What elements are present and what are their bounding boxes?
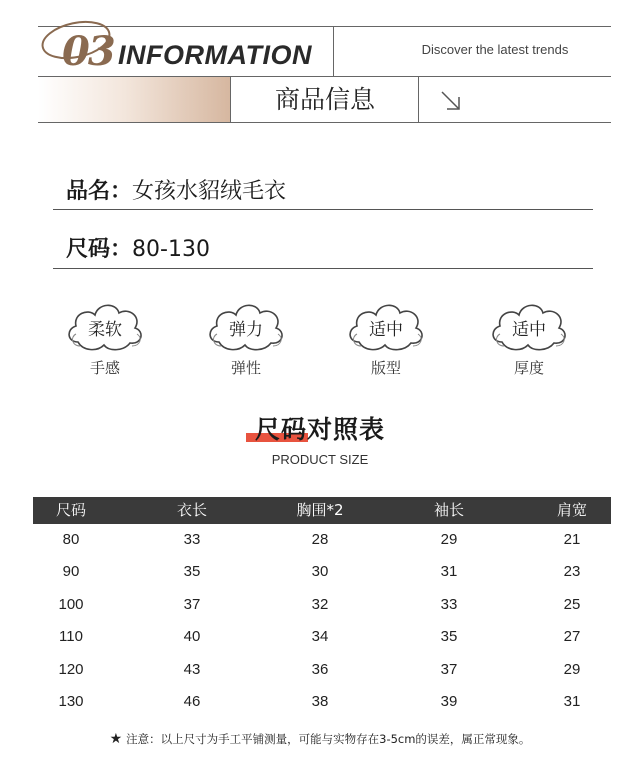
table-cell: 25 bbox=[563, 595, 581, 613]
feature-elasticity bbox=[205, 296, 295, 378]
feature-value: 弹力 bbox=[229, 320, 263, 340]
product-size-row bbox=[66, 232, 210, 263]
table-cell: 27 bbox=[563, 628, 581, 646]
header-top-rule bbox=[38, 26, 611, 27]
size-chart-title: 尺码对照表 bbox=[254, 415, 385, 444]
table-row bbox=[33, 654, 611, 686]
measurement-note bbox=[0, 731, 640, 747]
table-cell: 35 bbox=[183, 563, 201, 581]
product-name-row bbox=[66, 174, 286, 205]
table-cell: 110 bbox=[59, 628, 83, 646]
table-row bbox=[33, 686, 611, 718]
section-number: 03 bbox=[62, 28, 114, 75]
table-cell: 46 bbox=[183, 692, 201, 710]
table-cell: 36 bbox=[311, 660, 329, 678]
table-cell: 39 bbox=[440, 692, 458, 710]
table-row bbox=[33, 589, 611, 621]
feature-label: 版型 bbox=[370, 359, 401, 377]
table-cell: 130 bbox=[58, 692, 84, 710]
table-cell: 120 bbox=[58, 660, 84, 678]
feature-fit bbox=[345, 296, 435, 378]
table-cell: 32 bbox=[311, 595, 329, 613]
tagline: Discover the latest trends bbox=[421, 42, 569, 57]
table-row bbox=[33, 524, 611, 556]
feature-value: 适中 bbox=[512, 320, 546, 340]
table-cell: 29 bbox=[440, 531, 458, 548]
table-cell: 28 bbox=[311, 531, 329, 548]
table-cell: 100 bbox=[58, 595, 84, 613]
table-cell: 90 bbox=[62, 563, 80, 581]
table-cell: 21 bbox=[563, 531, 581, 548]
table-header-cell: 肩宽 bbox=[556, 501, 587, 519]
table-header-cell: 尺码 bbox=[55, 501, 86, 519]
feature-value: 适中 bbox=[369, 320, 403, 340]
table-cell: 80 bbox=[62, 531, 80, 548]
section-title-en: INFORMATION bbox=[118, 40, 312, 70]
table-header-cell: 袖长 bbox=[433, 501, 464, 519]
table-cell: 31 bbox=[563, 692, 581, 710]
table-cell: 30 bbox=[311, 563, 329, 581]
header-divider bbox=[333, 26, 334, 76]
header-bottom-rule bbox=[38, 122, 611, 123]
header-divider bbox=[230, 76, 231, 122]
divider bbox=[53, 268, 593, 269]
table-cell: 33 bbox=[183, 531, 201, 548]
feature-softness bbox=[64, 296, 154, 378]
table-cell: 31 bbox=[440, 563, 458, 581]
table-cell: 34 bbox=[311, 628, 329, 646]
arrow-down-right-icon bbox=[438, 88, 464, 114]
size-chart-subtitle: PRODUCT SIZE bbox=[271, 452, 369, 467]
table-row bbox=[33, 621, 611, 653]
product-name-value: 女孩水貂绒毛衣 bbox=[132, 179, 287, 204]
table-header-cell: 胸围*2 bbox=[296, 501, 344, 519]
table-header-row bbox=[33, 497, 611, 524]
note-text: 注意：以上尺寸为手工平铺测量，可能与实物存在3-5cm的误差，属正常现象。 bbox=[126, 732, 531, 746]
size-table bbox=[33, 497, 611, 718]
table-cell: 29 bbox=[563, 660, 581, 678]
feature-label: 弹性 bbox=[230, 359, 261, 377]
table-cell: 37 bbox=[440, 660, 458, 678]
feature-label: 手感 bbox=[89, 359, 120, 377]
star-icon: ★ bbox=[109, 731, 123, 747]
header-divider bbox=[418, 76, 419, 122]
table-cell: 33 bbox=[440, 595, 458, 613]
table-row bbox=[33, 556, 611, 588]
table-cell: 43 bbox=[183, 660, 201, 678]
table-header-cell: 衣长 bbox=[176, 501, 207, 519]
product-size-label: 尺码： bbox=[66, 237, 133, 262]
feature-label: 厚度 bbox=[513, 359, 544, 377]
table-cell: 37 bbox=[183, 595, 201, 613]
divider bbox=[53, 209, 593, 210]
table-cell: 23 bbox=[563, 563, 581, 581]
product-size-value: 80-130 bbox=[132, 237, 210, 262]
feature-thickness bbox=[488, 296, 578, 378]
table-cell: 38 bbox=[311, 692, 329, 710]
product-name-label: 品名： bbox=[66, 179, 133, 204]
section-title-cn: 商品信息 bbox=[274, 85, 375, 114]
table-cell: 40 bbox=[183, 628, 201, 646]
feature-value: 柔软 bbox=[88, 320, 122, 340]
table-cell: 35 bbox=[440, 628, 458, 646]
gradient-decoration bbox=[38, 77, 230, 122]
